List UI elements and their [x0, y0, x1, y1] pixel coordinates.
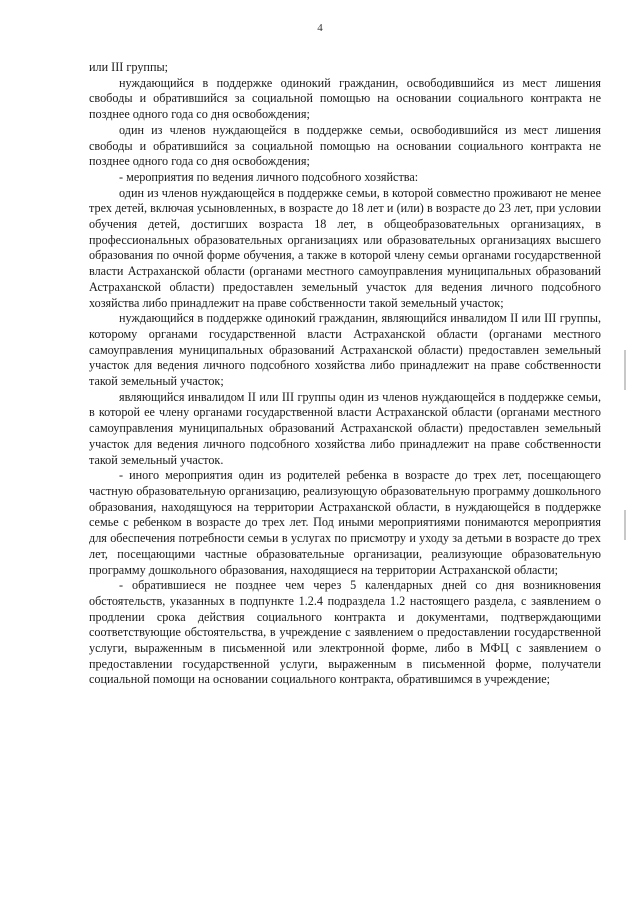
paragraph: нуждающийся в поддержке одинокий гражданин, освободившийся из мест лишения свободы и обратившийся за социальной помощью на основании социального контракта не позднее одного года со дня освобождения; — [89, 75, 601, 122]
paragraph: - иного мероприятия один из родителей ребенка в возрасте до трех лет, посещающего частную образовательную организацию, реализующую образовательную программу дошкольного образования, находящуюся на территории Астраханской области, в нуждающейся в поддержке семье с ребенком в возрасте до трех лет. Под иными мероприятиями понимаются мероприятия для обеспечения потребности семьи в услугах по присмотру и уходу за детьми в возрасте до трех лет, посещающими частные образовательные организации, реализующие образовательную программу дошкольного образования, находящиеся на территории Астраханской области; — [89, 468, 601, 577]
paragraph: нуждающийся в поддержке одинокий гражданин, являющийся инвалидом II или III группы, которому органами государственной власти Астраханской области (органами местного самоуправления муниципальных образований Астраханской области) предоставлен земельный участок для ведения личного подсобного хозяйства либо принадлежит на праве собственности такой земельный участок; — [89, 311, 601, 389]
scan-edge-mark — [624, 350, 626, 390]
page-number: 4 — [317, 22, 323, 34]
scan-edge-mark — [624, 510, 626, 540]
paragraph: - обратившиеся не позднее чем через 5 календарных дней со дня возникновения обстоятельств, указанных в подпункте 1.2.4 подраздела 1.2 настоящего раздела, с заявлением о продлении срока действия социального контракта и документами, подтверждающими соответствующие обстоятельства, в учреждение с заявлением о предоставлении государственной услуги, выраженным в письменной или электронной форме, либо в МФЦ с заявлением о предоставлении государственной услуги, выраженным в письменной форме, получатели социальной помощи на основании социального контракта, обратившимся в учреждение; — [89, 578, 601, 687]
paragraph: один из членов нуждающейся в поддержке семьи, в которой совместно проживают не менее трех детей, включая усыновленных, в возрасте до 18 лет и (или) в возрасте до 23 лет, при условии обучения детей, достигших возраста 18 лет, в общеобразовательных организациях, в профессиональных образовательных организациях или образовательных организациях высшего образования по очной форме обучения, а также в которой члену семьи органами государственной власти Астраханской области (органами местного самоуправления муниципальных образований Астраханской области) предоставлен земельный участок для ведения личного подсобного хозяйства либо принадлежит на праве собственности такой земельный участок; — [89, 185, 601, 310]
paragraph: - мероприятия по ведения личного подсобного хозяйства: — [119, 169, 419, 184]
document-body — [89, 60, 601, 688]
paragraph: являющийся инвалидом II или III группы один из членов нуждающейся в поддержке семьи, в которой ее члену органами государственной власти Астраханской области (органами местного самоуправления муниципальных образований Астраханской области) предоставлен земельный участок для ведения личного подсобного хозяйства либо принадлежит на праве собственности такой земельный участок. — [89, 389, 601, 467]
paragraph: один из членов нуждающейся в поддержке семьи, освободившийся из мест лишения свободы и обратившийся за социальной помощью на основании социального контракта не позднее одного года со дня освобождения; — [89, 122, 601, 169]
paragraph: или III группы; — [89, 60, 169, 74]
